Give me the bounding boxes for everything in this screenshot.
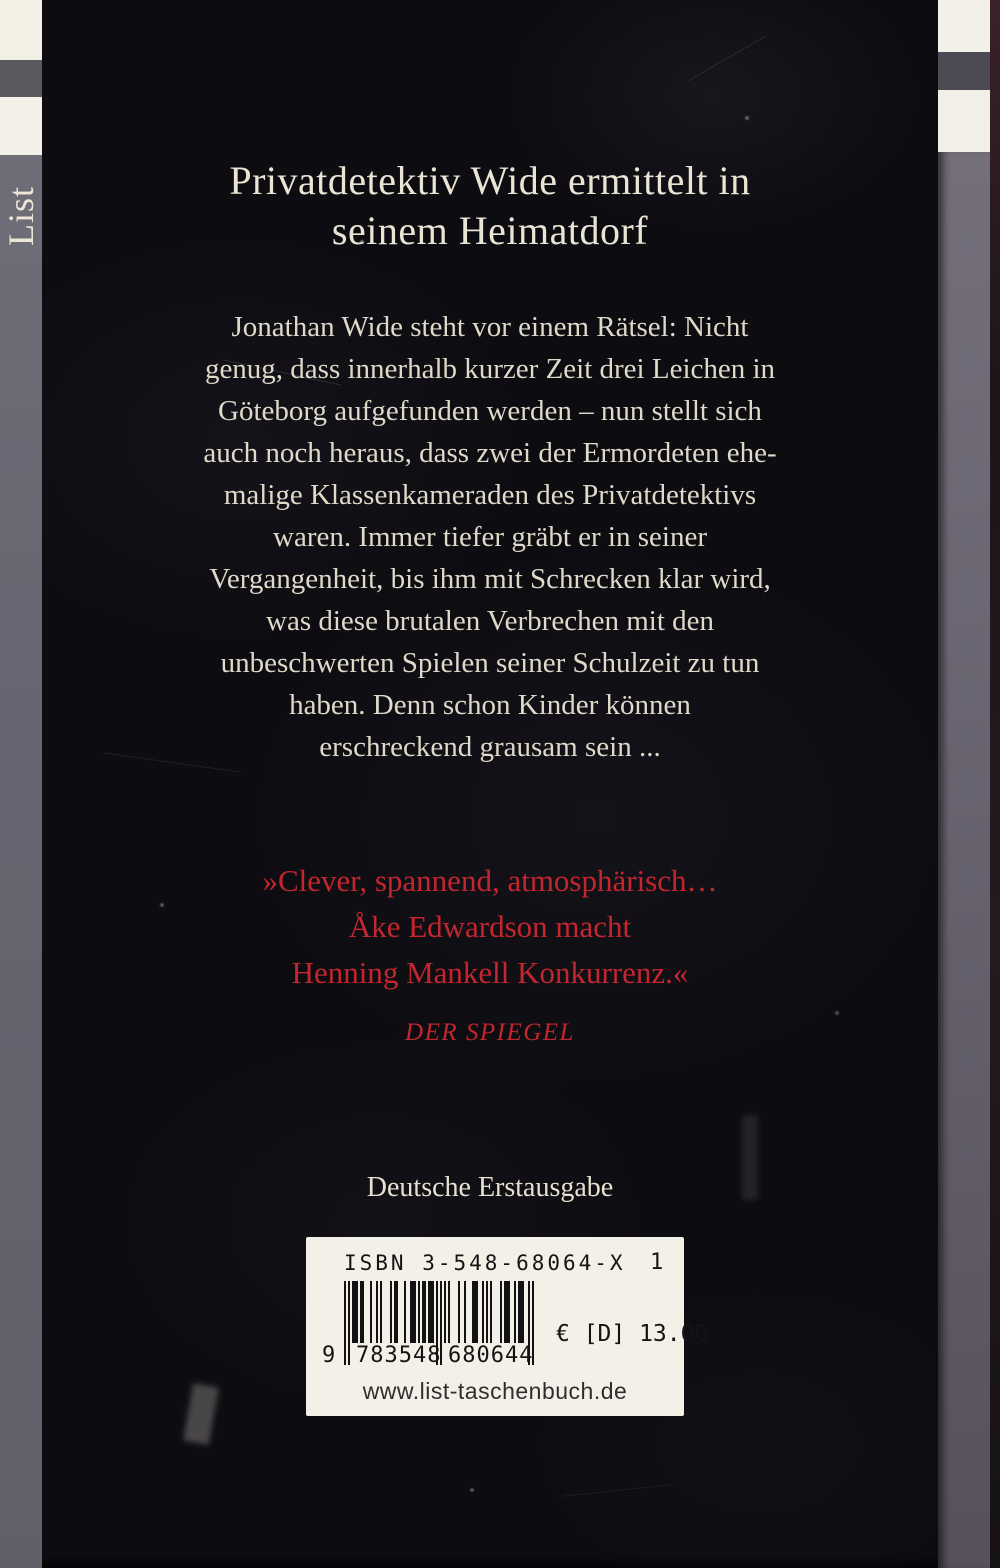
blurb-line: malige Klassenkameraden des Privatdetektivs (223, 479, 757, 511)
price-text: € [D] 13.00 (556, 1321, 709, 1347)
blurb-line: was diese brutalen Verbrechen mit den (266, 605, 714, 637)
ean-digit-group: 783548 (356, 1343, 442, 1368)
smudge-mark (183, 1383, 219, 1445)
blurb-line: Jonathan Wide steht vor einem Rätsel: Nicht (231, 311, 749, 343)
cover-surface (42, 0, 938, 1568)
website-url: www.list-taschenbuch.de (362, 1378, 628, 1404)
edition-note: Deutsche Erstausgabe (366, 1172, 614, 1203)
spine-gray-band (0, 60, 42, 97)
tagline-line: seinem Heimatdorf (331, 208, 649, 253)
review-quote-line: Henning Mankell Konkurrenz.« (291, 955, 689, 990)
scratch-mark (688, 36, 766, 82)
ean-digit-first: 9 (322, 1343, 337, 1368)
page-edge-strip (938, 0, 1000, 1568)
book-spine (0, 0, 42, 1568)
tagline-line: Privatdetektiv Wide ermittelt in (229, 158, 751, 203)
blurb-line: Göteborg aufgefunden werden – nun stellt sich (218, 395, 762, 427)
blurb-line: haben. Denn schon Kinder können (289, 689, 691, 721)
barcode-label (306, 1237, 709, 1416)
blurb-text (42, 306, 938, 768)
publisher-logo-text: List (1, 185, 42, 247)
tagline-heading (42, 156, 938, 256)
blurb-line: Vergangenheit, bis ihm mit Schrecken klar wird, (209, 563, 771, 595)
review-source: DER SPIEGEL (405, 1019, 575, 1046)
blurb-line: auch noch heraus, dass zwei der Ermordeten ehe- (203, 437, 777, 469)
isbn-text: ISBN 3-548-68064-X (344, 1251, 626, 1275)
blurb-line: genug, dass innerhalb kurzer Zeit drei Leichen in (204, 353, 776, 385)
publisher-logo (0, 158, 42, 274)
blurb-line: waren. Immer tiefer gräbt er in seiner (273, 521, 707, 553)
edge-dark-border (990, 0, 1000, 1568)
review-quote-line: »Clever, spannend, atmosphärisch… (262, 863, 718, 898)
spine-white-band-top (0, 0, 42, 60)
review-quote (42, 858, 938, 1056)
blurb-line: erschreckend grausam sein ... (319, 731, 661, 763)
spine-white-band (0, 97, 42, 155)
blurb-line: unbeschwerten Spielen seiner Schulzeit zu tun (220, 647, 760, 679)
scratch-mark (562, 1484, 672, 1496)
ean-digit-group: 680644 (448, 1343, 534, 1368)
review-quote-line: Åke Edwardson macht (348, 909, 632, 944)
print-run-number: 1 (650, 1250, 664, 1275)
